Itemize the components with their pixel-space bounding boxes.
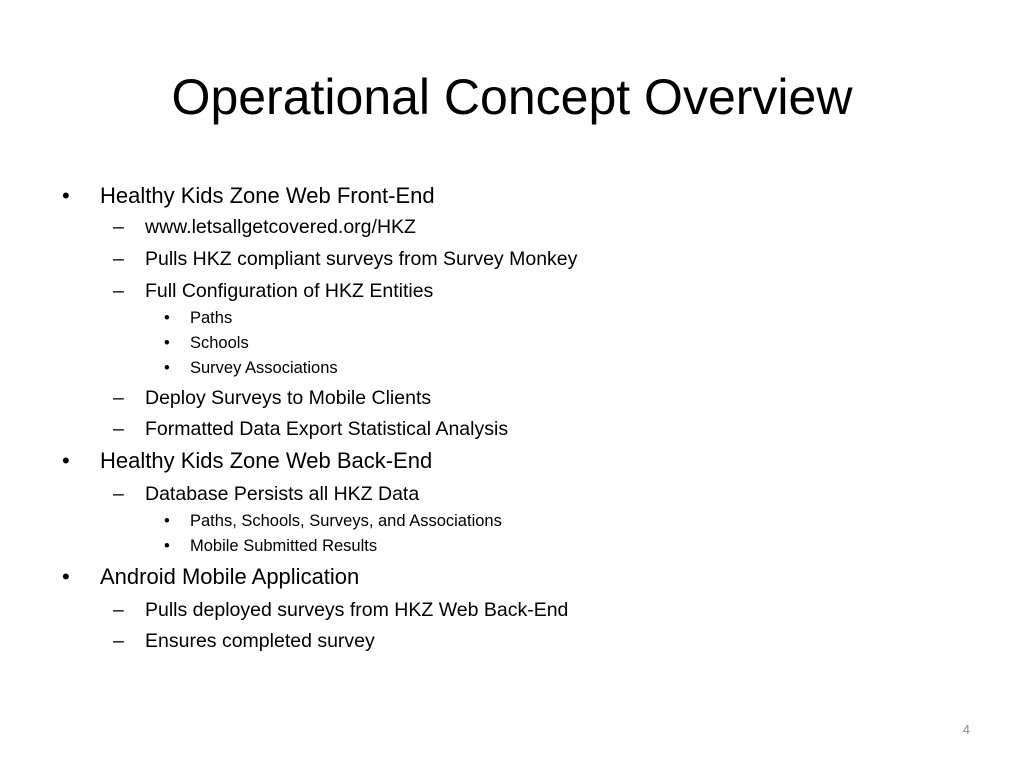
sub-sub-item-survey-associations (164, 357, 338, 379)
sub-sub-item-text: Paths (190, 309, 233, 327)
page-number: 4 (962, 722, 970, 737)
dash-marker: – (113, 630, 124, 652)
bullet-text: Healthy Kids Zone Web Front-End (100, 183, 435, 208)
bullet-marker: • (164, 537, 170, 555)
sub-item-pulls-deployed (113, 597, 569, 623)
bullet-item-front-end (62, 182, 435, 210)
sub-sub-item-text: Mobile Submitted Results (190, 537, 378, 555)
bullet-item-back-end (62, 447, 433, 475)
sub-item-text: Ensures completed survey (145, 630, 375, 652)
sub-item-text: Database Persists all HKZ Data (145, 483, 420, 505)
dash-marker: – (113, 599, 124, 621)
sub-item-text: Pulls HKZ compliant surveys from Survey Monkey (145, 248, 578, 270)
bullet-text: Healthy Kids Zone Web Back-End (100, 448, 433, 473)
sub-sub-item-schools (164, 332, 249, 354)
sub-sub-item-mobile-results (164, 535, 378, 557)
sub-item-deploy-surveys (113, 385, 432, 411)
sub-item-data-export (113, 416, 509, 442)
bullet-marker: • (62, 183, 70, 208)
bullet-marker: • (164, 309, 170, 327)
sub-item-ensures-completed (113, 628, 375, 654)
bullet-text: Android Mobile Application (100, 564, 360, 589)
dash-marker: – (113, 248, 124, 270)
sub-item-text: Full Configuration of HKZ Entities (145, 280, 434, 302)
slide-title: Operational Concept Overview (171, 69, 853, 125)
bullet-marker: • (164, 359, 170, 377)
dash-marker: – (113, 418, 124, 440)
bullet-marker: • (62, 448, 70, 473)
sub-sub-item-text: Survey Associations (190, 359, 338, 377)
bullet-marker: • (62, 564, 70, 589)
sub-item-full-configuration (113, 278, 434, 304)
sub-item-text: Formatted Data Export Statistical Analysis (145, 418, 509, 440)
bullet-marker: • (164, 334, 170, 352)
dash-marker: – (113, 216, 124, 238)
sub-sub-item-paths (164, 307, 233, 329)
sub-item-text: www.letsallgetcovered.org/HKZ (145, 216, 416, 238)
sub-sub-item-text: Paths, Schools, Surveys, and Associations (190, 512, 502, 530)
sub-item-url (113, 214, 416, 240)
sub-item-text: Deploy Surveys to Mobile Clients (145, 387, 432, 409)
dash-marker: – (113, 483, 124, 505)
sub-item-pulls-surveys (113, 246, 578, 272)
dash-marker: – (113, 280, 124, 302)
sub-sub-item-text: Schools (190, 334, 249, 352)
bullet-marker: • (164, 512, 170, 530)
sub-sub-item-paths-schools-surveys (164, 510, 502, 532)
sub-item-text: Pulls deployed surveys from HKZ Web Back-End (145, 599, 569, 621)
sub-item-database (113, 481, 420, 507)
bullet-item-android-app (62, 563, 360, 591)
dash-marker: – (113, 387, 124, 409)
